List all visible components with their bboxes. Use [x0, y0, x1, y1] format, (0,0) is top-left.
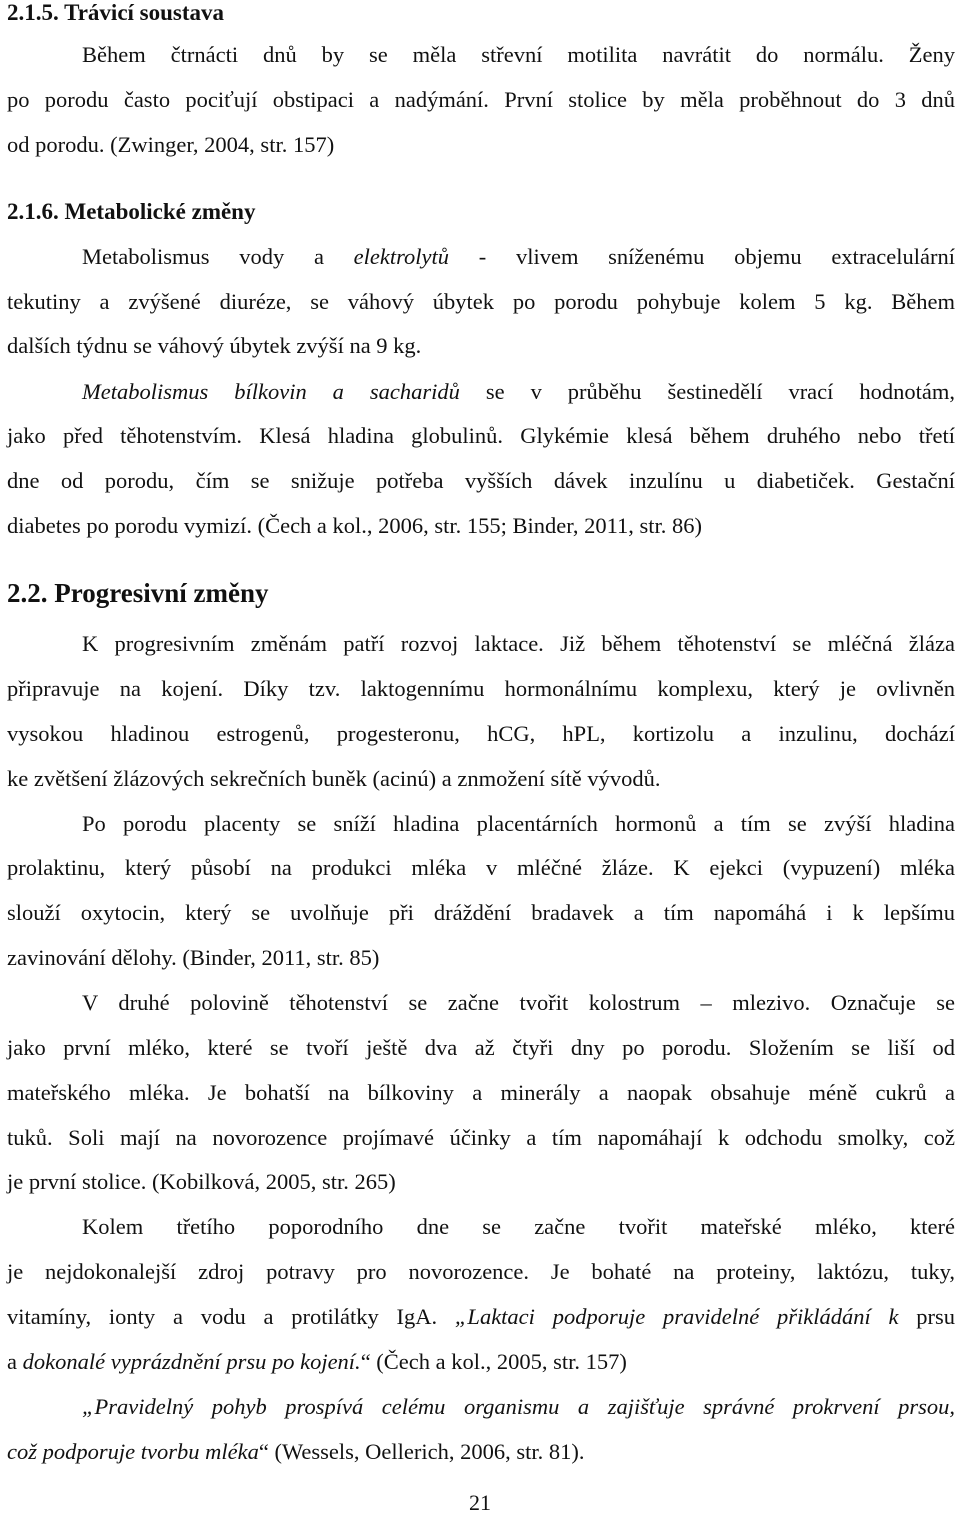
paragraph-line: Kolem třetího poporodního dne se začne tvořit mateřské mléko, které	[82, 1214, 955, 1239]
paragraph-line: a dokonalé vyprázdnění prsu po kojení.“ (Čech a kol., 2005, str. 157)	[7, 1349, 627, 1374]
quote-text: „Laktaci podporuje pravidelné přikládání k	[454, 1304, 899, 1329]
paragraph-line: jako před těhotenstvím. Klesá hladina globulinů. Glykémie klesá během druhého nebo třetí	[7, 423, 955, 448]
paragraph-line: ke zvětšení žlázových sekrečních buněk (acinú) a znmožení sítě vývodů.	[7, 766, 661, 791]
italic-term: Metabolismus bílkovin a sacharidů	[82, 379, 460, 404]
heading-2-2: 2.2. Progresivní změny	[7, 578, 269, 608]
paragraph-line: od porodu. (Zwinger, 2004, str. 157)	[7, 132, 335, 157]
paragraph-line: vysokou hladinou estrogenů, progesteronu, hCG, hPL, kortizolu a inzulinu, dochází	[7, 721, 955, 746]
italic-term: elektrolytů	[353, 244, 450, 269]
quote-line: což podporuje tvorbu mléka“ (Wessels, Oellerich, 2006, str. 81).	[7, 1439, 585, 1464]
paragraph-line: K progresivním změnám patří rozvoj laktace. Již během těhotenství se mléčná žláza	[82, 631, 955, 656]
paragraph-line: mateřského mléka. Je bohatší na bílkoviny a minerály a naopak obsahuje méně cukrů a	[7, 1080, 955, 1105]
paragraph-line: prolaktinu, který působí na produkci mléka v mléčné žláze. K ejekci (vypuzení) mléka	[7, 855, 955, 880]
paragraph-line: tuků. Soli mají na novorozence projímavé účinky a tím napomáhají k odchodu smolky, což	[7, 1125, 955, 1150]
paragraph-line: vitamíny, ionty a vodu a protilátky IgA. „Laktaci podporuje pravidelné přikládání k prsu	[7, 1304, 956, 1329]
paragraph-line: připravuje na kojení. Díky tzv. laktogennímu hormonálnímu komplexu, který je ovlivněn	[7, 676, 955, 701]
quote-text: dokonalé vyprázdnění prsu po kojení.	[22, 1349, 361, 1374]
page-number: 21	[469, 1490, 491, 1515]
paragraph-line: jako první mléko, které se tvoří ještě dva až čtyři dny po porodu. Složením se liší od	[7, 1035, 955, 1060]
heading-2-1-5: 2.1.5. Trávicí soustava	[7, 0, 225, 25]
paragraph-line: diabetes po porodu vymizí. (Čech a kol., 2006, str. 155; Binder, 2011, str. 86)	[7, 513, 703, 538]
quote-line: „Pravidelný pohyb prospívá celému organismu a zajišťuje správné prokrvení prsou,	[82, 1394, 955, 1419]
paragraph-line: je nejdokonalejší zdroj potravy pro novorozence. Je bohaté na proteiny, laktózu, tuky,	[7, 1259, 955, 1284]
paragraph-line: tekutiny a zvýšené diuréze, se váhový úbytek po porodu pohybuje kolem 5 kg. Během	[7, 289, 955, 314]
paragraph-line: zavinování dělohy. (Binder, 2011, str. 85)	[7, 945, 380, 970]
paragraph-line: dalších týdnu se váhový úbytek zvýší na 9 kg.	[7, 333, 422, 358]
paragraph-line: Během čtrnácti dnů by se měla střevní motilita navrátit do normálu. Ženy	[82, 42, 955, 67]
paragraph-line: slouží oxytocin, který se uvolňuje při dráždění bradavek a tím napomáhá i k lepšímu	[7, 900, 955, 925]
paragraph-line: Metabolismus vody a elektrolytů - vlivem sníženému objemu extracelulární	[82, 244, 955, 269]
paragraph-line: Po porodu placenty se sníží hladina placentárních hormonů a tím se zvýší hladina	[82, 811, 955, 836]
paragraph-line: dne od porodu, čím se snižuje potřeba vyšších dávek inzulínu u diabetiček. Gestační	[7, 468, 955, 493]
paragraph-line: je první stolice. (Kobilková, 2005, str. 265)	[7, 1169, 396, 1194]
paragraph-line: po porodu často pociťují obstipaci a nadýmání. První stolice by měla proběhnout do 3 dnů	[7, 87, 955, 112]
paragraph-line: V druhé polovině těhotenství se začne tvořit kolostrum – mlezivo. Označuje se	[82, 990, 955, 1015]
heading-2-1-6: 2.1.6. Metabolické změny	[7, 199, 256, 224]
paragraph-line: Metabolismus bílkovin a sacharidů se v průběhu šestinedělí vrací hodnotám,	[82, 379, 955, 404]
